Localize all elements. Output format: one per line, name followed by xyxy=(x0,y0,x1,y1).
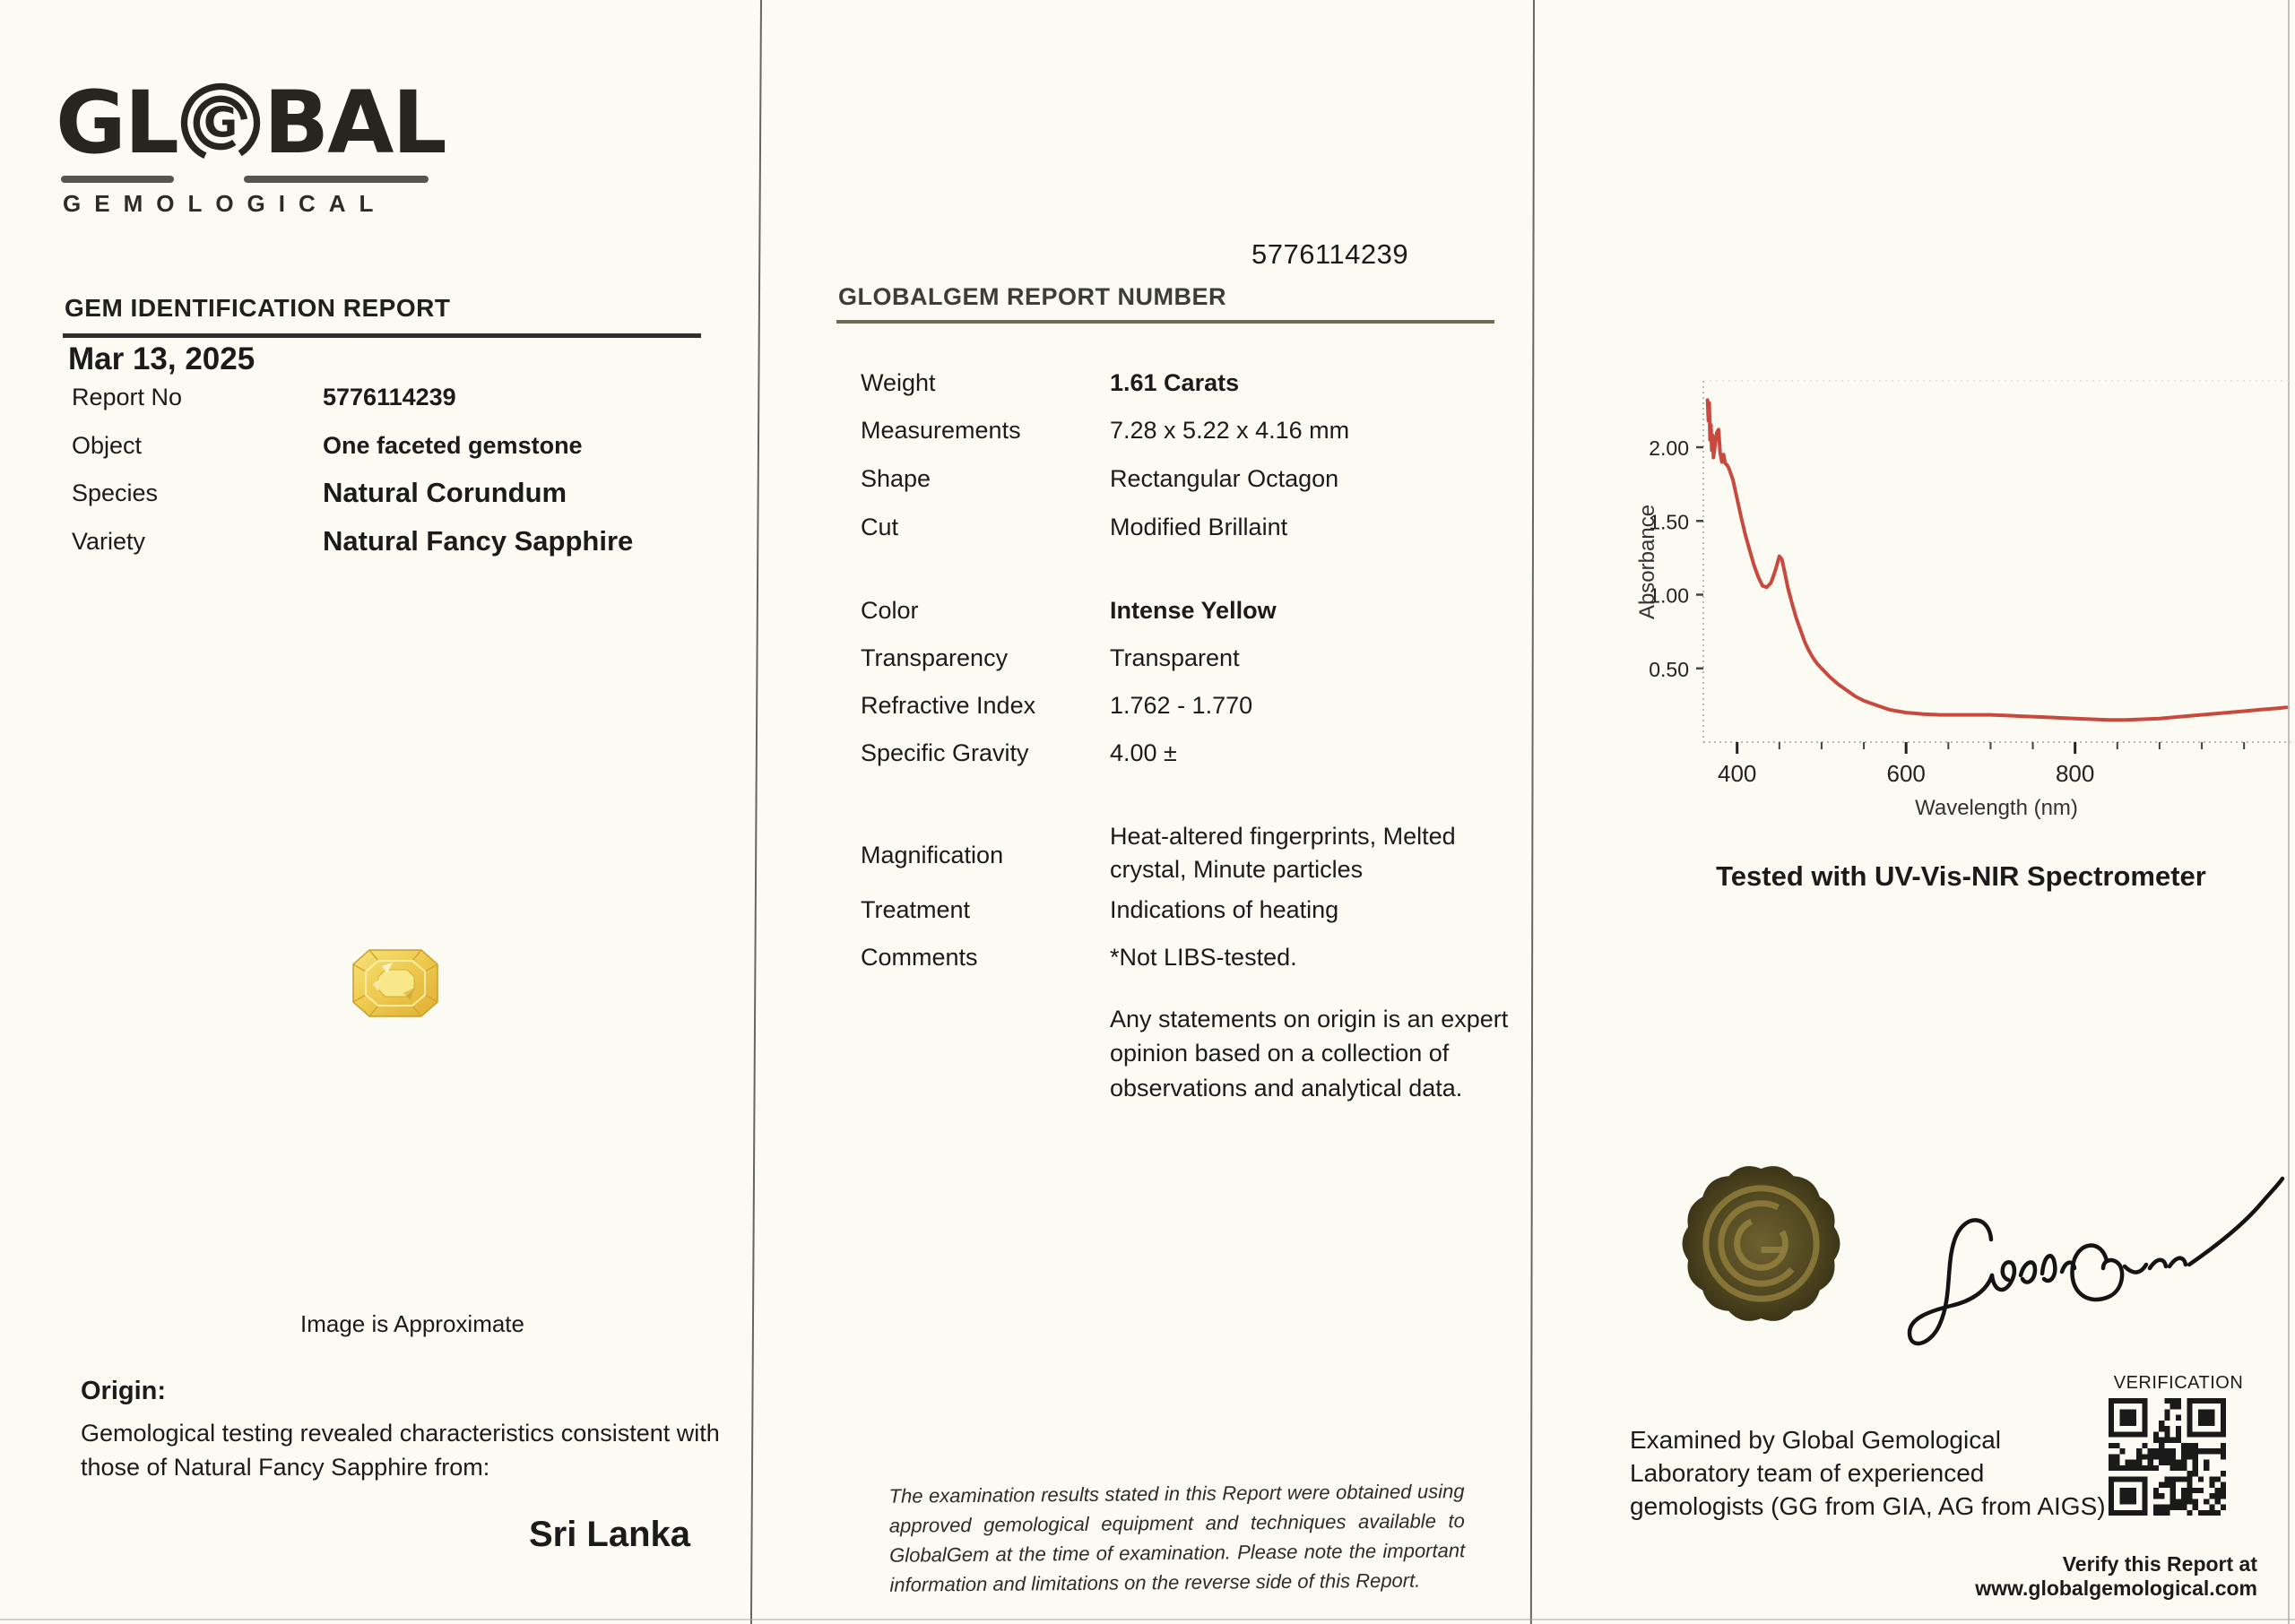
svg-text:400: 400 xyxy=(1718,760,1757,787)
image-caption: Image is Approximate xyxy=(299,1310,524,1337)
svg-text:G: G xyxy=(204,98,238,147)
field-label: Weight xyxy=(861,369,936,396)
qr-code xyxy=(2109,1398,2226,1516)
examination-disclaimer: The examination results stated in this Report were obtained using approved gemological equipment and techniques available to GlobalGem at the time of examination. Please note the important information and limitations on the reverse side of this Report. xyxy=(888,1480,1466,1596)
logo-text-end: BAL xyxy=(263,73,446,173)
field-row xyxy=(861,820,1511,887)
field-label: Specific Gravity xyxy=(861,739,1029,766)
field-value: *Not LIBS-tested. xyxy=(1110,944,1297,971)
field-row xyxy=(72,525,634,557)
svg-text:1.00: 1.00 xyxy=(1649,583,1689,608)
field-value: Indications of heating xyxy=(1110,896,1339,923)
svg-text:Wavelength (nm): Wavelength (nm) xyxy=(1915,796,2078,820)
report-number: 5776114239 xyxy=(1251,238,1409,270)
field-value: Intense Yellow xyxy=(1110,597,1277,624)
field-value: 1.61 Carats xyxy=(1110,369,1240,396)
field-row xyxy=(861,944,1297,972)
field-row xyxy=(861,514,1287,541)
field-label: Transparency xyxy=(861,644,1009,671)
origin-label: Origin: xyxy=(81,1377,167,1405)
field-value: 4.00 ± xyxy=(1110,739,1177,766)
field-label: Object xyxy=(72,432,143,459)
field-row xyxy=(72,432,583,460)
report-number-header: GLOBALGEM REPORT NUMBER xyxy=(838,283,1226,310)
origin-statement-note: Any statements on origin is an expert opinion based on a collection of observations and analytical data. xyxy=(1110,1006,1509,1101)
title-underline xyxy=(63,333,701,338)
verify-url-text: Verify this Report at www.globalgemological.com xyxy=(1975,1552,2257,1600)
header-underline xyxy=(836,320,1494,324)
signature xyxy=(1899,1161,2286,1371)
field-value: Heat-altered fingerprints, Melted crystal, Minute particles xyxy=(1110,823,1456,884)
svg-text:Absorbance: Absorbance xyxy=(1635,504,1659,620)
field-row xyxy=(861,597,1277,625)
svg-text:0.50: 0.50 xyxy=(1649,657,1689,681)
field-row xyxy=(861,417,1349,445)
origin-country: Sri Lanka xyxy=(528,1515,691,1554)
field-label: Magnification xyxy=(861,842,1004,868)
report-date: Mar 13, 2025 xyxy=(68,341,255,376)
field-label: Comments xyxy=(861,944,978,971)
logo-g-mark-icon xyxy=(179,82,262,164)
chart-caption: Tested with UV-Vis-NIR Spectrometer xyxy=(1716,860,2206,892)
field-row xyxy=(861,465,1338,493)
field-label: Color xyxy=(861,597,919,624)
origin-text: Gemological testing revealed characteristics consistent with those of Natural Fancy Sapphire from: xyxy=(81,1420,720,1481)
field-value: Rectangular Octagon xyxy=(1110,465,1339,492)
scan-edge xyxy=(0,1619,2295,1620)
field-row xyxy=(861,739,1177,767)
global-logo xyxy=(56,73,446,173)
field-row xyxy=(861,644,1240,672)
field-row xyxy=(861,896,1338,924)
field-row xyxy=(861,692,1252,720)
svg-text:600: 600 xyxy=(1886,760,1926,787)
field-label: Treatment xyxy=(861,896,971,923)
field-value: Transparent xyxy=(1110,644,1240,671)
field-value: Modified Brillaint xyxy=(1110,514,1288,540)
field-value: Natural Corundum xyxy=(323,477,567,508)
field-label: Shape xyxy=(861,465,931,492)
logo-underline-bar xyxy=(61,176,174,183)
examined-by-text: Examined by Global Gemological Laboratory team of experienced gemologists (GG from GIA, AG from AIGS) xyxy=(1630,1426,2106,1521)
logo-underline-bar xyxy=(244,176,429,183)
field-row xyxy=(861,369,1239,397)
field-value: 5776114239 xyxy=(323,384,456,410)
gem-photo xyxy=(351,948,439,1018)
field-value: One faceted gemstone xyxy=(323,432,583,459)
svg-text:800: 800 xyxy=(2055,760,2095,787)
spectrum-chart xyxy=(1627,369,2295,826)
field-value: 1.762 - 1.770 xyxy=(1110,692,1253,719)
field-label: Cut xyxy=(861,514,899,540)
logo-subtitle: GEMOLOGICAL xyxy=(63,190,387,217)
field-label: Report No xyxy=(72,384,183,410)
panel-divider xyxy=(1530,0,1535,1624)
field-label: Species xyxy=(72,479,159,506)
field-row xyxy=(72,479,567,509)
field-label: Variety xyxy=(72,528,146,555)
report-title: GEM IDENTIFICATION REPORT xyxy=(65,294,451,322)
logo-text-start: GL xyxy=(56,73,178,173)
embossed-seal-icon xyxy=(1678,1161,1844,1326)
svg-text:2.00: 2.00 xyxy=(1649,436,1689,461)
field-value: 7.28 x 5.22 x 4.16 mm xyxy=(1110,417,1350,444)
verification-label: VERIFICATION xyxy=(2113,1373,2244,1393)
field-label: Measurements xyxy=(861,417,1021,444)
field-row xyxy=(72,384,456,411)
panel-divider xyxy=(750,0,762,1624)
field-value: Natural Fancy Sapphire xyxy=(323,525,634,557)
svg-text:1.50: 1.50 xyxy=(1649,510,1689,534)
field-label: Refractive Index xyxy=(861,692,1036,719)
